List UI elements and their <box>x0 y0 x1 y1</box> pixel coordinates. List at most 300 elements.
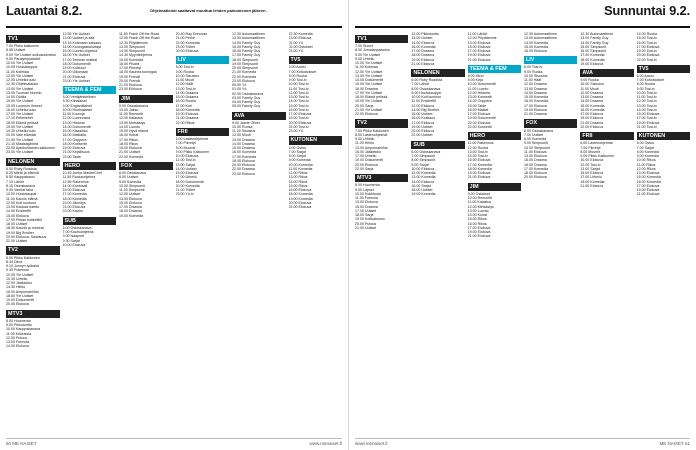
program-listing: 16.00 Urheiluruutu <box>6 107 36 112</box>
program-listing: 22.00 Sarja <box>355 166 374 171</box>
program-listing: 13.00 Sarjat <box>580 166 600 171</box>
program-listing: 11.00 Kotimaa <box>355 65 378 70</box>
program-listing: 12.55 Rakennus <box>62 179 89 184</box>
program-listing: 11.00 Muoti <box>580 86 599 91</box>
program-listing: 10.00 Sisustus <box>523 73 548 78</box>
program-listing: 15.00 Draama <box>355 204 378 209</box>
program-listing: 7.00 Sarjat <box>636 145 655 150</box>
program-listing: 17.00 Urheilu <box>175 175 197 180</box>
program-listing: 7.00 Piirretyt <box>175 141 196 146</box>
program-listing: 19.00 Jännitys <box>62 200 86 205</box>
program-listing: 8.00 Venäjänkielinen <box>62 95 96 100</box>
program-listing: 10.00 Simpsonit <box>119 183 145 188</box>
program-listing: 17.00 Tosi-tv <box>636 116 657 121</box>
program-listing: 9.00 Urheilu <box>355 137 375 142</box>
channel-heading: TV5 <box>289 56 343 64</box>
program-listing: 16.00 Kokkaus <box>411 116 436 121</box>
program-listing: 19.00 Dokumentti <box>6 298 35 303</box>
program-listing: 14.00 Draama <box>232 141 255 146</box>
program-listing: 12.30 Automaattinen <box>523 32 557 36</box>
program-listing: 15.00 Komedia <box>523 44 549 49</box>
program-listing: 14.00 Tosi-tv <box>288 99 309 104</box>
program-listing: 6.00 Aamu <box>636 73 654 78</box>
program-listing: 12.00 Pikkutonttu <box>411 32 440 36</box>
schedule-column <box>6 32 60 436</box>
program-listing: 15.00 Rikos <box>467 217 487 222</box>
program-listing: 23.00 Elokuva <box>232 171 255 176</box>
program-listing: 18.00 Elämä pelissä <box>355 95 388 100</box>
program-listing: 00.00 Elokuva <box>175 49 199 53</box>
program-listing: 11.00 Tosi-tv <box>288 86 309 91</box>
program-listing: 13.00 Historia <box>62 120 85 125</box>
program-listing: 19.00 Elokuva <box>467 171 491 176</box>
program-listing: 17.00 Urheilu <box>355 154 377 159</box>
program-listing: 22.00 Tosi-tv <box>636 57 657 62</box>
program-listing: 03.00 Family Guy <box>232 95 261 100</box>
program-listing: 19.00 Elokuva <box>636 120 660 125</box>
program-listing: 16.00 Family Guy <box>232 49 261 53</box>
program-listing: 20.00 Elokuva <box>288 200 312 205</box>
program-listing: 13.00 Uutiset <box>411 36 433 41</box>
program-listing: 14.00 Tosi-tv <box>467 154 488 159</box>
program-listing: 21.00 Tosi-tv <box>636 124 657 129</box>
program-listing: 14.00 Olotila <box>6 95 27 100</box>
program-listing: 12.00 Häät <box>175 82 194 87</box>
program-listing: 6.00 Ostoskanava <box>411 149 441 154</box>
program-listing: 23.00 Elokuva <box>119 87 142 92</box>
program-listing: 14.00 Kuningaskuluttaja <box>62 44 101 49</box>
program-listing: 14.00 Big Brother <box>411 107 440 112</box>
program-listing: 20.00 Elokuva <box>467 120 491 125</box>
program-listing: 15.00 Yle Uutiset <box>6 99 34 104</box>
channel-heading: AVA <box>232 112 286 120</box>
program-listing: 19.00 Dokumentti <box>467 116 496 121</box>
program-listing: 12.00 Luonnossa <box>62 116 91 121</box>
program-listing: 22.00 Elokuva <box>355 112 378 117</box>
program-listing: 13.15 Kotimaan katsaus <box>62 40 102 45</box>
program-listing: 19.00 Elokuva <box>523 107 547 112</box>
program-listing: 12.30 Automaattinen <box>580 32 614 36</box>
channel-heading: KUTONEN <box>289 136 343 144</box>
program-listing: 20.00 Elokuva <box>6 302 29 307</box>
program-listing: 16.00 Komedia <box>636 179 661 184</box>
program-listing: 19.00 Simpsonit <box>232 61 258 66</box>
program-listing: 11.00 Kaunis elämä <box>6 196 38 201</box>
program-listing: 11.00 Muoti <box>175 78 195 83</box>
program-listing: 13.00 Metsästys <box>119 120 146 125</box>
program-listing: 12.55 Yle Uutiset <box>62 32 90 36</box>
channel-heading: FOX <box>119 162 173 170</box>
program-listing: 13.05 Tuomari Nurmio <box>6 90 42 95</box>
program-listing: 22.00 Taide <box>62 154 82 159</box>
program-listing: 8.30 Kiinalaiset <box>62 99 87 104</box>
program-listing: 12.00 Jääkiekko <box>6 281 32 286</box>
program-listing: 21.00 Elokuva <box>62 205 86 210</box>
program-listing: 12.00 Frank Off the Road <box>119 36 160 41</box>
program-listing: 16.00 Tosi-tv <box>636 40 657 45</box>
program-listing: 21.00 Draama <box>175 116 199 121</box>
program-listing: 10.00 Elokuva <box>62 242 86 247</box>
program-listing: 10.00 Koti kuntoon <box>411 95 442 100</box>
channel-heading: NELONEN <box>6 158 60 166</box>
program-listing: 11.00 Tosi-tv <box>636 95 657 100</box>
program-listing: 12.00 Rikos <box>636 166 656 171</box>
program-listing: 18.00 Sarja <box>355 213 374 218</box>
program-listing: 7.00 Kotiostokset <box>636 78 665 83</box>
program-listing: 17.00 Draama <box>411 49 435 53</box>
program-listing: 16.00 Draama <box>355 86 378 91</box>
program-listing: 16.00 Draama <box>523 162 547 167</box>
program-listing: 12.00 Historia <box>467 90 490 95</box>
program-listing: 19.00 Kotikatsomo <box>355 217 385 222</box>
program-listing: 20.00 Elokuva: Salaisuus <box>6 234 47 239</box>
program-listing: 20.00 Ulkomaat <box>62 70 88 75</box>
program-listing: 12.00 Pöytätennis <box>467 36 497 41</box>
program-listing: 6.00 Ostos <box>288 145 306 150</box>
program-listing: 14.00 Family Guy <box>580 40 609 45</box>
program-listing: 17.00 Ooppera <box>62 137 87 142</box>
program-listing: 22.00 Draama <box>232 167 255 172</box>
program-listing: 9.00 Ruoka <box>175 69 194 74</box>
program-listing: 21.00 Elokuva <box>467 175 491 180</box>
program-listing: 18.00 Kauhea kuningas <box>119 70 157 75</box>
program-listing: 19.30 Urheiluruutu <box>6 129 36 134</box>
schedule-column <box>524 32 577 436</box>
program-listing: 15.00 Elokuva <box>62 188 86 193</box>
program-listing: 16.00 Pisara <box>119 61 140 66</box>
program-listing: 11.00 Ensitreffit <box>411 99 436 104</box>
program-listing: 20.00 Frendit <box>119 78 141 83</box>
program-listing: 10.00 Elokuva <box>580 158 604 163</box>
program-listing: 17.00 Uutiset <box>355 208 377 213</box>
channel-heading: LIV <box>176 56 230 64</box>
program-listing: 21.10 Maalaisjärkeä <box>6 141 39 146</box>
program-listing: 11.00 Kokkisota <box>6 331 32 336</box>
program-listing: 21.00 Draama <box>523 112 547 117</box>
program-listing: 21.00 Kirjallisuus <box>62 150 90 155</box>
program-listing: 19.00 Elokuva <box>467 230 491 235</box>
program-listing: 21.00 Elokuva <box>119 83 142 87</box>
program-listing: 18.00 Komedia <box>175 107 200 112</box>
program-listing: 9.05 Paralympialaiset <box>6 56 41 61</box>
program-listing: 7.00 Kauhuohjelma <box>62 230 94 235</box>
program-listing: 7.00 Lähiöt <box>411 82 430 87</box>
channel-heading: LIV <box>524 56 577 64</box>
program-listing: 8.00 Tosi-tv <box>175 65 194 70</box>
program-listing: 17.00 Komedia <box>232 154 257 159</box>
program-listing: 14.00 Elokuva <box>411 40 435 45</box>
schedule-column <box>176 32 230 436</box>
program-listing: 16.00 Ruoka <box>175 99 196 104</box>
program-listing: 17.00 Yle Uutiset <box>6 112 34 117</box>
program-listing: 14.00 Elokuva <box>411 179 435 184</box>
program-listing: 9.00 Komedia <box>636 154 659 159</box>
program-listing: 9.00 Huutokauppa <box>411 90 441 95</box>
program-listing: 14.00 Elokuva <box>6 344 29 349</box>
program-listing: 16.00 Yle Uutiset <box>62 53 90 58</box>
program-listing: 8.00 Ruoka <box>288 73 307 78</box>
program-listing: 11.00 Simpsonit <box>119 188 145 193</box>
program-listing: 21.00 Elokuva <box>636 192 660 197</box>
page-number: ME NAISET 61 <box>659 441 690 446</box>
program-listing: 19.00 Dokumentti <box>355 158 384 163</box>
program-listing: 17.10 Pelimiehet <box>6 116 33 121</box>
program-listing: 19.00 Elokuva <box>119 146 142 151</box>
program-listing: 12.00 Tosi-tv <box>580 162 601 167</box>
program-listing: 6.00 Ostos <box>636 141 655 146</box>
program-listing: 12.00 Komedia <box>411 171 436 176</box>
program-listing: 9.10 Jonnyn työkalut <box>6 264 39 269</box>
schedule-columns <box>355 32 690 436</box>
program-listing: 8.00 Tosi-tv <box>523 65 543 70</box>
channel-heading: FRII <box>580 132 633 140</box>
channel-heading: TV2 <box>355 119 408 127</box>
program-listing: 12.30 Automaattinen <box>232 32 265 36</box>
program-listing: 15.00 Tosi-tv <box>636 36 657 41</box>
program-listing: 15.00 Komedia <box>580 103 605 108</box>
program-listing: 12.00 Yle Uutiset <box>6 73 34 78</box>
program-listing: 19.00 Yle Uutiset <box>355 99 383 104</box>
program-listing: 13.00 Tosi-tv <box>467 149 488 154</box>
program-listing: 14.00 Ruoka <box>636 32 658 36</box>
program-listing: 8.00 Mind <box>467 73 484 78</box>
program-listing: 11.00 Elokuva <box>523 149 547 154</box>
program-listing: 13.00 Elokuva <box>523 154 547 159</box>
program-listing: 10.00 Kauppakanava <box>6 327 40 332</box>
footer-url: www.menaiset.fi <box>355 441 388 446</box>
program-listing: 13.00 Tosi-tv <box>288 95 309 100</box>
program-listing: 16.00 Komedia <box>523 99 549 104</box>
program-listing: 03.00 Yö <box>288 49 303 53</box>
program-listing: 15.00 Tosi-tv <box>288 103 309 108</box>
program-listing: 22.00 Konsertti <box>467 124 492 129</box>
channel-heading: TV2 <box>6 246 60 254</box>
program-listing: 14.00 Draama <box>175 90 199 95</box>
program-listing: 10.05 Huutokauppa <box>6 65 38 70</box>
channel-heading: SUB <box>63 217 117 225</box>
program-listing: 22.00 Ajankohtainen kakkonen <box>6 146 55 151</box>
program-listing: 17.00 Komedia <box>467 162 492 167</box>
program-listing: 16.00 Ampumahiihto <box>6 289 39 294</box>
program-listing: 7.00 Simpsonit <box>411 154 436 159</box>
program-listing: 13.00 Draama <box>232 137 255 142</box>
program-listing: 17.00 Komedia <box>580 53 605 58</box>
program-listing: 13.00 Luonto <box>467 208 489 213</box>
program-listing: 15.00 Elokuva <box>119 200 142 205</box>
program-listing: 7.00 Uutiset <box>523 132 544 137</box>
program-listing: 13.00 Draama <box>580 95 604 100</box>
program-listing: 23.00 Trilleri <box>175 44 196 49</box>
program-listing: 12.00 Rikos <box>288 171 308 176</box>
program-listing: 20.00 Elokuva <box>636 53 660 58</box>
program-listing: 15.00 Draama <box>232 146 255 151</box>
program-listing: 11.50 Ruokaohjelma <box>62 175 96 180</box>
program-listing: 18.00 Draama <box>119 209 142 214</box>
program-listing: 19.00 Frendit <box>119 74 141 79</box>
program-listing: 14.30 Hiihto <box>6 285 26 290</box>
program-listing: 11.00 Komedia <box>288 166 313 171</box>
program-listing: 13.00 Ampumahiihto <box>355 145 388 150</box>
program-listing: 14.30 Myyntiohjelma <box>119 53 152 58</box>
program-listing: 12.00 Kalastus <box>119 116 143 121</box>
program-listing: 13.00 Tosi-tv <box>175 86 196 91</box>
program-listing: 8.00 Komedia <box>523 137 547 142</box>
program-listing: 10.00 Remontti <box>467 196 493 201</box>
program-listing: 11.50 Frank Off the Road <box>119 32 160 36</box>
channel-heading: TEEMA & FEM <box>63 86 117 94</box>
program-listing: 11.00 Kuoroja <box>62 112 85 117</box>
program-listing: 9.00 Ostokset <box>467 191 490 196</box>
program-listing: 00.00 Yö <box>232 83 247 87</box>
program-listing: 21.00 Yle Uutiset <box>355 107 383 112</box>
program-listing: 17.00 Komedia <box>523 166 549 171</box>
program-listing: 10.00 Ruotsalaiset <box>62 107 93 112</box>
program-listing: 17.00 Yle Uutiset <box>355 90 383 95</box>
program-listing: 6.00 Ruby Roadsta <box>411 78 443 83</box>
program-listing: 18.00 Yle Uutiset <box>6 293 34 298</box>
program-listing: 21.00 Draama <box>580 120 604 125</box>
program-listing: 9.00 Naapurit <box>62 234 85 239</box>
program-listing: 19.00 Elokuva <box>411 57 435 62</box>
program-listing: 02.00 Ostoskanava <box>232 91 263 96</box>
program-listing: 17.00 Rikos <box>119 137 138 142</box>
program-listing: 19.00 Komedia <box>119 213 144 218</box>
program-listing: 9.05 Urheilu <box>355 56 375 61</box>
program-listing: 13.00 Elokuva <box>636 171 660 176</box>
program-listing: 9.00 Yle Uutiset selkosuomeksi <box>6 52 56 57</box>
program-listing: 14.00 Draama <box>523 90 547 95</box>
program-listing: 12.30 Ohjelmatauko <box>6 82 39 87</box>
program-listing: 10.05 Yle Uutiset <box>6 272 34 277</box>
program-listing: 13.00 Komedia <box>411 175 436 180</box>
program-listing: 14.00 Ooppera <box>467 99 492 104</box>
program-listing: 22.00 Uutiset <box>6 239 28 244</box>
program-listing: 12.00 Draama <box>580 90 604 95</box>
program-listing: 8.00 Ruoka <box>636 82 656 87</box>
program-listing: 17.00 Elokuva <box>467 225 491 230</box>
program-listing: 19.00 Elokuva <box>467 53 491 58</box>
schedule-column <box>232 32 286 436</box>
program-listing: 21.00 Elokuva <box>62 74 86 79</box>
program-listing: 17.00 Elokuva <box>467 112 491 117</box>
program-listing: 6.00 Ostoskanava <box>523 128 553 133</box>
program-listing: 15.00 Elokuva <box>6 213 29 218</box>
program-listing: 22.00 Komedia <box>175 40 200 45</box>
program-listing: 01.00 Yö <box>232 87 247 92</box>
program-listing: 22.00 Elokuva <box>580 124 604 129</box>
program-listing: 15.00 Luonto-ohjelma <box>62 49 98 53</box>
program-listing: 7.00 Pikku Kakkonen <box>355 128 389 133</box>
program-listing: 13.00 Yle Uutiset <box>6 86 34 91</box>
program-listing: 19.00 Tosi-tv <box>288 116 309 121</box>
program-listing: 6.00 Lastenohjelmat <box>175 137 208 142</box>
program-listing: 16.00 Komedia <box>232 150 257 155</box>
page-number: 60 ME NAISET <box>6 441 37 446</box>
program-listing: 12.00 Tosi-tv <box>636 99 657 104</box>
program-listing: 21.00 Perhe <box>175 36 196 41</box>
program-listing: 22.00 Komedia <box>232 74 257 79</box>
program-listing: 8.00 Ostoskanava <box>411 86 441 91</box>
program-listing: 10.00 Simpsonit <box>523 145 550 150</box>
program-listing: 15.00 Elokuva <box>467 158 491 163</box>
program-listing: 7.00 Piirretyt <box>580 145 601 150</box>
program-listing: 9.35 Pokemon <box>6 268 30 273</box>
program-listing: 8.00 Huomenta <box>355 183 380 188</box>
program-listing: 11.00 Luonto <box>467 86 489 91</box>
program-listing: 16.00 Komedia <box>411 44 436 49</box>
program-listing: 13.00 Simpsonit <box>119 44 145 49</box>
program-listing: 19.00 Elokuva <box>175 112 199 117</box>
program-listing: 10.00 Tosi-tv <box>288 82 309 87</box>
program-listing: 11.00 Lähiöt <box>467 32 488 36</box>
program-listing: 17.00 Elokuva <box>523 103 547 108</box>
program-listing: 13.00 Rikos <box>288 175 308 180</box>
program-listing: 11.00 Rikos <box>636 162 656 167</box>
program-listing: 11.00 Sisustus <box>232 129 256 134</box>
program-listing: 16.00 Tosi-tv <box>288 107 309 112</box>
program-listing: 6.00 Lastenohjelmat <box>580 141 613 146</box>
program-listing: 14.00 Family Guy <box>232 40 261 45</box>
program-listing: 6.00 Ostoskanava <box>62 225 92 230</box>
program-listing: 18.00 Uutiset <box>411 188 433 193</box>
program-listing: 9.00 Komedia <box>288 158 311 163</box>
program-listing: 7.00 Sarjat <box>288 149 306 154</box>
program-listing: 9.00 Yle Uutiset <box>355 52 381 57</box>
program-listing: 21.00 Elokuva <box>467 234 491 239</box>
program-listing: 14.00 Ensitreffit <box>6 209 31 214</box>
program-listing: 14.00 Simpsonit <box>119 49 145 53</box>
program-listing: 7.10 Lähiöt <box>6 179 24 184</box>
program-listing: 10.00 Yle Uutiset <box>6 61 34 66</box>
program-listing: 12.00 Elokuva <box>411 103 435 108</box>
program-listing: 10.00 Elokuva <box>175 154 199 159</box>
program-listing: 18.00 Uutiset <box>6 222 28 227</box>
program-listing: 7.00 Kotiostokset <box>288 69 317 74</box>
channel-heading: TV5 <box>637 65 690 73</box>
program-listing: 23.00 Yle Uutiset <box>6 150 34 155</box>
program-listing: 14.00 Rikos <box>288 179 308 184</box>
program-listing: 21.00 Elokuva <box>411 61 435 66</box>
program-listing: 18.00 Konsertti <box>62 141 87 146</box>
program-listing: 22.30 Komedia <box>288 32 313 36</box>
program-listing: 6.00 Ostokanava <box>119 171 147 176</box>
program-listing: 15.00 Simpsonit <box>580 44 607 49</box>
program-listing: 19.00 Tosi-tv <box>636 49 657 53</box>
program-listing: 20.00 Elokuva <box>355 162 378 167</box>
program-listing: 16.00 Koirat <box>119 133 139 138</box>
program-listing: 17.00 Elokuva <box>580 112 604 117</box>
program-listing: 17.00 Pirkan kotikeittiö <box>6 217 43 222</box>
program-listing: 9.00 Pikkutonttu <box>6 323 32 328</box>
channel-heading: MTV3 <box>6 310 60 318</box>
program-listing: 13.00 Kaukaa haettu <box>6 205 40 210</box>
program-listing: 12.00 Tosi-tv <box>175 158 196 163</box>
program-listing: 12.00 Metsästys <box>467 204 494 209</box>
schedule-column <box>63 32 117 436</box>
program-listing: 18.00 Komedia <box>580 57 605 62</box>
program-listing: 14.00 Kuntosali <box>62 183 88 188</box>
program-listing: 9.00 Simpsonit <box>523 141 548 146</box>
program-listing: 10.00 Rikos <box>636 158 656 163</box>
program-listing: 12.00 Tosi-tv <box>288 90 309 95</box>
program-listing: 15.00 Komedia <box>119 57 144 62</box>
program-listing: 21.00 Komedia <box>232 70 257 75</box>
program-listing: 17.00 Piirretyt <box>119 66 142 70</box>
program-listing: 17.00 Elokuva <box>467 49 491 53</box>
program-listing: 19.00 Komedia <box>288 196 313 201</box>
program-listing: 13.00 Formula <box>6 340 30 345</box>
program-listing: 6.50 Kauppakassi <box>6 175 35 180</box>
